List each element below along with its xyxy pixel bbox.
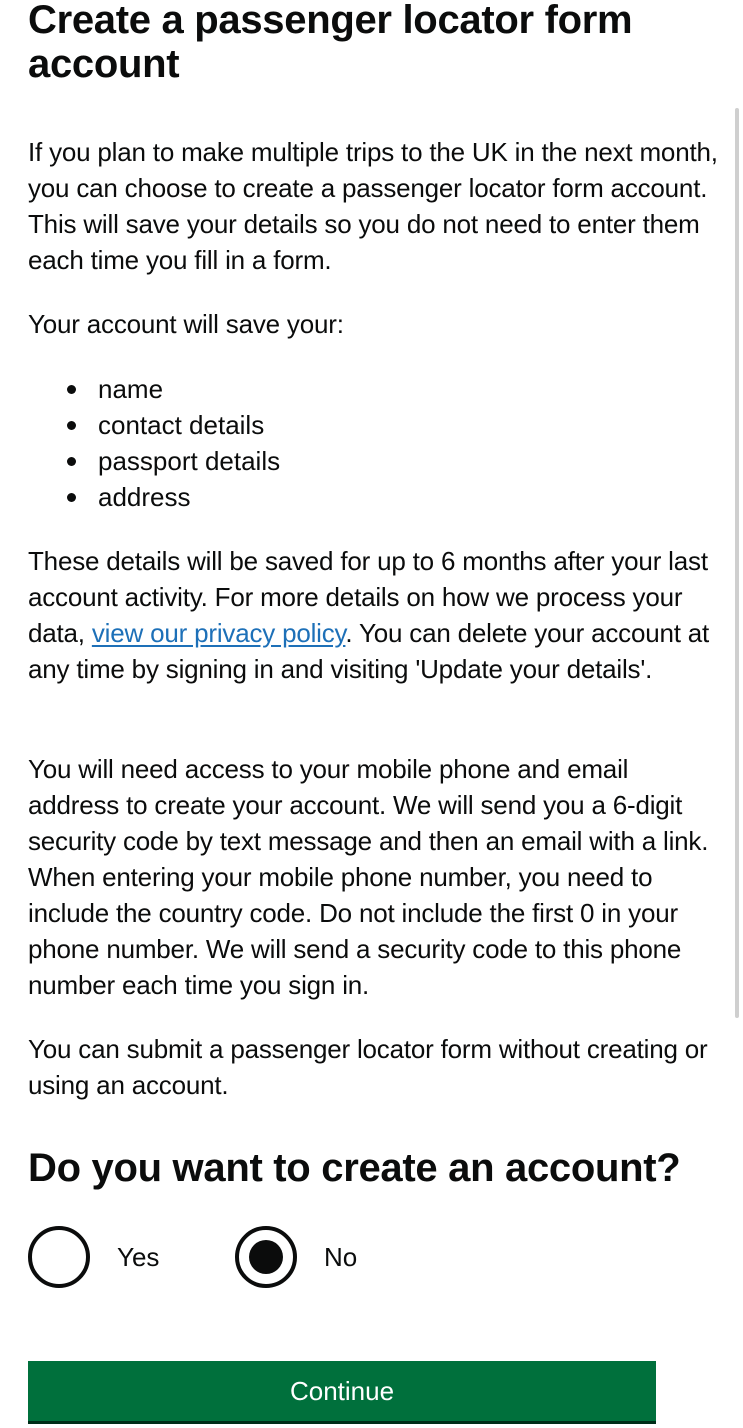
saved-details-list xyxy=(28,371,280,515)
continue-button[interactable]: Continue xyxy=(28,1361,656,1421)
optional-note-paragraph: You can submit a passenger locator form without creating or using an account. xyxy=(28,1034,708,1100)
page-scrollbar[interactable] xyxy=(735,108,739,1018)
list-item: name xyxy=(98,371,280,407)
retention-text-before: These details will be saved for up to 6 months after your last account activity. For more details on how we process your data, xyxy=(28,546,708,648)
access-info-paragraph: You will need access to your mobile phone and email address to create your account. We will send you a 6-digit security code by text message and then an email with a link. When entering your mobile phone number, you need to include the country code. Do not include the first 0 in your phone number. We will send a security code to this phone number each time you sign in. xyxy=(28,754,709,1000)
radio-no[interactable] xyxy=(235,1226,357,1288)
radio-selected-dot xyxy=(249,1240,283,1274)
radio-yes[interactable] xyxy=(28,1226,159,1288)
retention-paragraph xyxy=(28,543,718,687)
privacy-policy-link[interactable]: view our privacy policy xyxy=(91,618,346,648)
radio-yes-label[interactable]: Yes xyxy=(117,1241,160,1272)
radio-no-circle[interactable] xyxy=(235,1226,297,1288)
saves-label: Your account will save your: xyxy=(28,309,344,339)
intro-paragraph: If you plan to make multiple trips to the UK in the next month, you can choose to create a passenger locator form account. This will save your details so you do not need to enter them each time you fill in a form. xyxy=(28,137,718,275)
radio-no-label[interactable]: No xyxy=(324,1241,358,1272)
retention-text-after: . You can delete your account at any time by signing in and visiting 'Update your details'. xyxy=(28,618,710,684)
radio-yes-circle[interactable] xyxy=(28,1226,90,1288)
list-item: address xyxy=(98,479,280,515)
page-title: Create a passenger locator form account xyxy=(28,0,633,86)
list-item: passport details xyxy=(98,443,280,479)
question-heading: Do you want to create an account? xyxy=(28,1146,681,1190)
list-item: contact details xyxy=(98,407,280,443)
